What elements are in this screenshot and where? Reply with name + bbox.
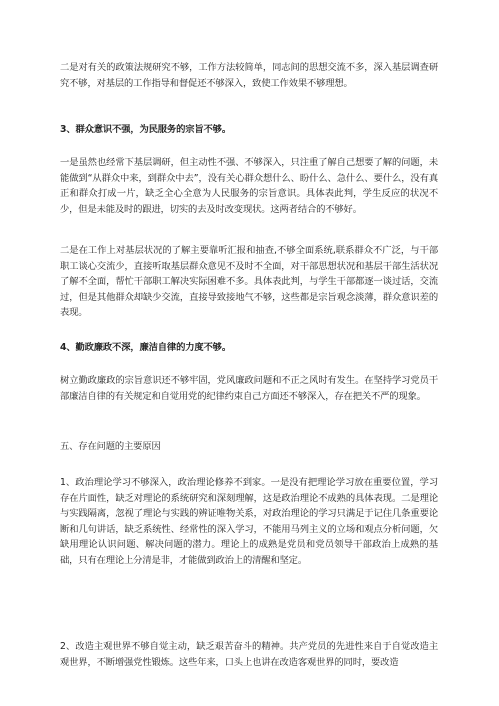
paragraph-3: 二是在工作上对基层状况的了解主要靠听汇报和抽查,不够全面系统,联系群众不广泛，与干部职工谈心交流少，直接听取基层群众意见不及时不全面，对干部思想状况和基层干部生活状况了解不全面，帮忙干部职工解决实际困难不多。具体表此判，与学生干部都逐一谈过话，交流过，但是其他群众却缺少交流，直接导致接地气不够，这些都是宗旨观念淡薄，群众意识差的表现。 bbox=[60, 245, 438, 318]
paragraph-1: 二是对有关的政策法规研究不够，工作方法较简单，同志间的思想交流不多，深入基层调查研究不够，对基层的工作指导和督促还不够深入，致使工作效果不够理想。 bbox=[60, 62, 438, 89]
paragraph-6: 2、改造主观世界不够自觉主动，缺乏艰苦奋斗的精神。共产党员的先进性来自于自觉改造主观世界，不断增强党性锻炼。这些年来，口头上也讲在改造客观世界的同时，要改造 bbox=[60, 641, 438, 668]
heading-3: 3、群众意识不强，为民服务的宗旨不够。 bbox=[60, 124, 231, 135]
paragraph-4: 树立勤政廉政的宗旨意识还不够牢固，党风廉政问题和不正之风时有发生。在坚持学习党员干部廉洁自律的有关规定和自觉用党的纪律约束自己方面还不够深入，存在把关不严的现象。 bbox=[60, 375, 438, 402]
paragraph-5: 1、政治理论学习不够深入，政治理论修养不到家。一是没有把理论学习放在重要位置，学习存在片面性，缺乏对理论的系统研究和深刻理解，这是政治理论不成熟的具体表现。二是理论与实践隔离，忽视了理论与实践的辨证唯物关系，对政治理论的学习只满足于记住几条重要论断和几句讲话，缺乏系统性、经常性的深入学习，不能用马列主义的立场和观点分析问题，欠缺用理论认识问题、解决问题的潜力。理论上的成熟是党员和党员领导干部政治上成熟的基础，只有在理论上分清是非，才能做到政治上的清醒和坚定。 bbox=[60, 477, 438, 566]
heading-4: 4、勤政廉政不深，廉洁自律的力度不够。 bbox=[60, 342, 231, 353]
section-heading-5: 五、存在问题的主要原因 bbox=[60, 441, 161, 452]
paragraph-2: 一是虽然也经常下基层调研，但主动性不强、不够深入，只注重了解自己想要了解的问题，未能做到“从群众中来，到群众中去”，没有关心群众想什么、盼什么、急什么、要什么，没有真正和群众打成一片，缺乏全心全意为人民服务的宗旨意识。具体表此判，学生反应的状况不少，但是未能及时的跟进，切实的去及时改变现状。这两者结合的不够好。 bbox=[60, 157, 438, 215]
